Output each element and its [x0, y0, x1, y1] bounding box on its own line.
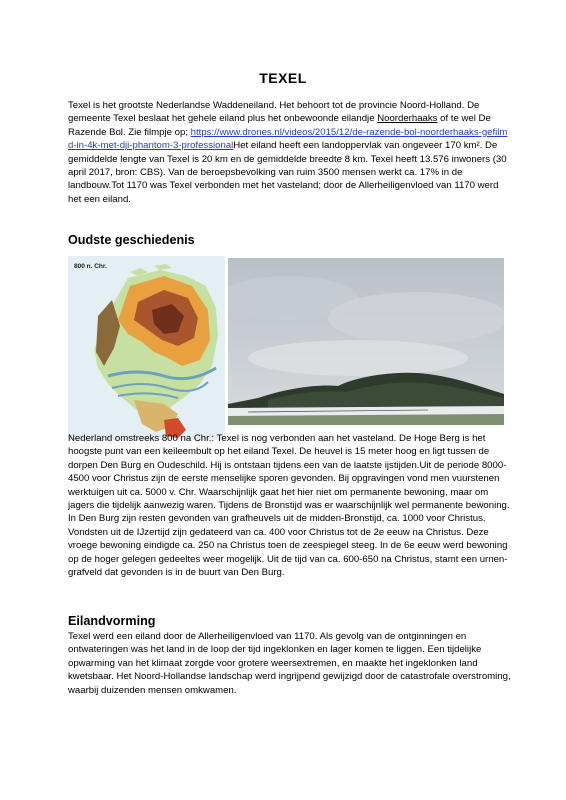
netherlands-800ad-map [68, 256, 225, 440]
intro-text-1: Texel is het grootste Nederlandse Waddeneiland. Het behoort tot de provincie Noord-Holland. De gemeente Texel beslaat het gehele eiland plus het onbewoonde eilandje [68, 100, 480, 125]
noorderhaaks-term: Noorderhaaks [377, 113, 438, 125]
hoge-berg-photo [228, 258, 504, 425]
landscape-photo [228, 258, 504, 425]
section-heading-eilandvorming: Eilandvorming [68, 614, 156, 628]
eilandvorming-paragraph: Texel werd een eiland door de Allerheiligenvloed van 1170. Als gevolg van de ontginningen en ontwateringen was het land in de loop der tijd ingeklonken en lager komen te liggen. Een tijdelijke opwarming van het klimaat zorgde voor grotere weersextremen, en maakte het ingeklonken land kwetsbaar. Het Noord-Hollandse landschap werd ingrijpend gewijzigd door de catastrofale overstroming, waarbij duizenden mensen omkwamen. [68, 631, 511, 696]
oudste-geschiedenis-paragraph: Nederland omstreeks 800 na Chr.: Texel is nog verbonden aan het vasteland. De Hoge Berg is het hoogste punt van een keileembult op het eiland Texel. De heuvel is 15 meter hoog en ligt tussen de dorpen Den Burg en Oudeschild. Hij is ontstaan tijdens een van de laatste ijstijden.Uit de periode 8000-4500 voor Christus zijn de eerste menselijke sporen gevonden. Bij opgravingen vond men vuurstenen werktuigen uit ca. 5000 v. Chr. Waarschijnlijk gaat het hier niet om permanente bewoning, maar om jagers die tijdelijk aanwezig waren. Tijdens de Bronstijd was er waarschijnlijk wel permanente bewoning. In Den Burg zijn resten gevonden van grafheuvels uit de midden-Bronstijd, ca. 1000 voor Christus. Vondsten uit de IJzertijd zijn gedateerd van ca. 400 voor Christus tot de 2e eeuw na Christus. Deze vroege bewoning eindigde ca. 250 na Christus toen de zeespiegel steeg. In de 6e eeuw werd bewoning op de hoger gelegen gedeeltes weer mogelijk. Uit de tijd van ca. 600-650 na Christus, stamt een urnen-grafveld dat gevonden is in de buurt van Den Burg. [68, 433, 510, 579]
intro-paragraph [68, 99, 512, 206]
historical-map-image [68, 256, 225, 440]
map-date-label: 800 n. Chr. [74, 263, 107, 270]
section-heading-oudste-geschiedenis: Oudste geschiedenis [68, 233, 195, 247]
drone-video-link[interactable]: https://www.drones.nl/videos/2015/12/de-razende-bol-noorderhaaks-gefilmd-in-4k-met-dji-phantom-3-professional [68, 126, 508, 152]
page-title: TEXEL [259, 70, 307, 86]
intro-text-2: of te wel De Razende Bol. Zie filmpje op; [68, 113, 491, 138]
intro-text-3: Het eiland heeft een landoppervlak van ongeveer 170 km². De gemiddelde lengte van Texel is 20 km en de gemiddelde breedte 8 km. Texel heeft 13.576 inwoners (30 april 2017, bron: CBS). Van de beroepsbevolking van ruim 3500 mensen werkt ca. 17% in de landbouw.Tot 1170 was Texel verbonden met het vasteland; door de Allerheiligenvloed van 1170 werd het een eiland. [68, 140, 507, 205]
